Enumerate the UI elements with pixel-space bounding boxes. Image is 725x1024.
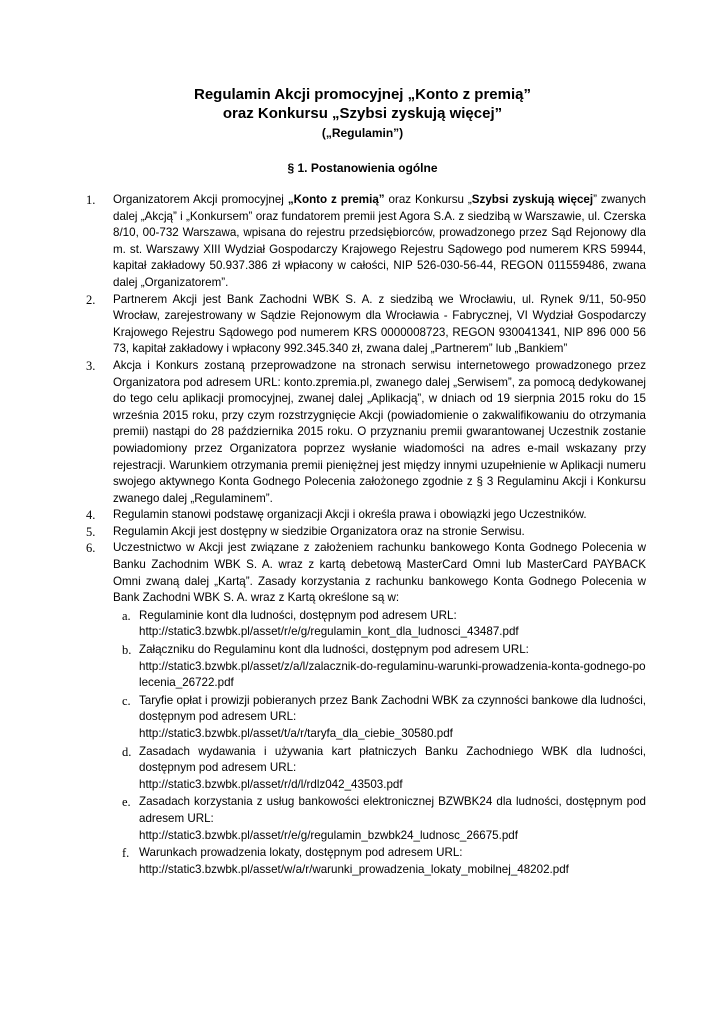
document-title	[0, 85, 725, 141]
item-text: Organizatorem Akcji promocyjnej	[113, 193, 288, 206]
document-url[interactable]: http://static3.bzwbk.pl/asset/w/a/r/warunki_prowadzenia_lokaty_mobilnej_48202.pdf	[139, 862, 569, 876]
document-url[interactable]: http://static3.bzwbk.pl/asset/r/d/l/rdlz042_43503.pdf	[139, 777, 403, 791]
subitem-letter: e.	[122, 795, 131, 810]
list-item	[86, 540, 646, 606]
item-text: Uczestnictwo w Akcji jest związane z założeniem rachunku bankowego Konta Godnego Polecenia w Banku Zachodnim WBK S. A. wraz z kartą debetową MasterCard Omni lub MasterCard PAYBACK Omni zwaną dalej „Kartą”. Zasady korzystania z rachunku bankowego Konta Godnego Polecenia w Bank Zachodni WBK S. A. wraz z Kartą określone są w:	[113, 541, 646, 605]
title-line-2: oraz Konkursu „Szybsi zyskują więcej”	[222, 105, 503, 122]
subitem-letter: c.	[122, 693, 131, 708]
list-item	[86, 192, 646, 292]
title-line-1: Regulamin Akcji promocyjnej „Konto z premią”	[193, 86, 531, 103]
list-item	[86, 358, 646, 507]
sub-list-item	[86, 744, 646, 794]
subitem-text: Regulaminie kont dla ludności, dostępnym pod adresem URL:	[139, 608, 457, 622]
item-text: Akcja i Konkurs zostaną przeprowadzone na stronach serwisu internetowego prowadzonego przez Organizatora pod adresem URL: konto.zpremia.pl, zwanego dalej „Serwisem”, za pomocą dedykowanej do tego celu aplikacji promocyjnej, zwanej dalej „Aplikacją”, w dniach od 19 sierpnia 2015 roku do 15 września 2015 roku, przy czym rozstrzygnięcie Akcji (powiadomienie o zakwalifikowaniu do otrzymania premii) nastąpi do 28 października 2015 roku. O przyznaniu premii gwarantowanej Uczestnik zostanie powiadomiony przez Organizatora poprzez wysłanie wiadomości na adres e-mail wskazany przy rejestracji. Warunkiem otrzymania premii pieniężnej jest między innymi uzupełnienie w Aplikacji numeru swojego aktywnego Konta Godnego Polecenia założonego zgodnie z § 3 Regulaminu Akcji i Konkursu zwanego dalej „Regulaminem”.	[113, 358, 646, 505]
subitem-letter: a.	[122, 608, 131, 623]
sub-list-item	[86, 608, 646, 641]
contest-name: Szybsi zyskują więcej	[471, 193, 594, 206]
list-item	[86, 524, 646, 541]
item-number: 2.	[86, 292, 96, 307]
document-url[interactable]: http://static3.bzwbk.pl/asset/z/a/l/zalacznik-do-regulaminu-warunki-prowadzenia-konta-godnego-polecenia_26722.pdf	[139, 659, 646, 690]
subitem-text: Zasadach wydawania i używania kart płatniczych Banku Zachodniego WBK dla ludności, dostępnym pod adresem URL:	[139, 744, 646, 775]
document-url[interactable]: http://static3.bzwbk.pl/asset/r/e/g/regulamin_kont_dla_ludnosci_43487.pdf	[139, 625, 519, 639]
title-subtitle: („Regulamin”)	[321, 126, 404, 140]
regulations-list	[86, 192, 646, 878]
item-number: 1.	[86, 193, 96, 207]
section-heading: § 1. Postanowienia ogólne	[287, 161, 438, 175]
list-item	[86, 507, 646, 524]
document-url[interactable]: http://static3.bzwbk.pl/asset/t/a/r/taryfa_dla_ciebie_30580.pdf	[139, 727, 453, 740]
subitem-text: Taryfie opłat i prowizji pobieranych przez Bank Zachodni WBK za czynności bankowe dla ludności, dostępnym pod adresem URL:	[139, 693, 646, 724]
item-number: 3.	[86, 358, 96, 373]
subitem-text: Warunkach prowadzenia lokaty, dostępnym pod adresem URL:	[139, 846, 463, 860]
item-number: 4.	[86, 508, 96, 523]
subitem-letter: b.	[122, 643, 132, 658]
sub-list-item	[86, 845, 646, 878]
subitem-text: Zasadach korzystania z usług bankowości elektronicznej BZWBK24 dla ludności, dostępnym pod adresem URL:	[139, 795, 646, 825]
item-number: 5.	[86, 524, 96, 539]
item-text: oraz Konkursu „	[384, 193, 472, 206]
subitem-text: Załączniku do Regulaminu kont dla ludności, dostępnym pod adresem URL:	[139, 643, 529, 657]
document-url[interactable]: http://static3.bzwbk.pl/asset/r/e/g/regulamin_bzwbk24_ludnosc_26675.pdf	[139, 828, 518, 842]
sub-list-item	[86, 693, 646, 743]
item-number: 6.	[86, 541, 96, 556]
item-text: Partnerem Akcji jest Bank Zachodni WBK S. A. z siedzibą we Wrocławiu, ul. Rynek 9/11, 50-950 Wrocław, zarejestrowany w Sądzie Rejonowym dla Wrocławia - Fabrycznej, VI Wydział Gospodarczy Krajowego Rejestru Sądowego pod numerem KRS 0000008723, REGON 930041341, NIP 896 000 56 73, kapitał zakładowy i wpłacony 992.345.340 zł, zwana dalej „Partnerem” lub „Bankiem”	[113, 292, 646, 356]
item-text: Regulamin stanowi podstawę organizacji Akcji i określa prawa i obowiązki jego Uczestników.	[113, 508, 587, 522]
item-text: ” zwanych dalej „Akcją” i „Konkursem” oraz fundatorem premii jest Agora S.A. z siedzibą w Warszawie, ul. Czerska 8/10, 00-732 Warszawa, wpisana do rejestru przedsiębiorców, prowadzonego przez Sąd Rejonowy dla m. st. Warszawy XIII Wydział Gospodarczy Krajowego Rejestru Sądowego pod numerem KRS 59944, kapitał zakładowy 50.937.386 zł wpłacony w całości, NIP 526-030-56-44, REGON 011559486, zwana dalej „Organizatorem”.	[113, 193, 646, 289]
subitem-letter: f.	[122, 846, 130, 861]
sub-list-item	[86, 642, 646, 692]
list-item	[86, 292, 646, 358]
sub-list-item	[86, 794, 646, 844]
item-text: Regulamin Akcji jest dostępny w siedzibie Organizatora oraz na stronie Serwisu.	[113, 524, 525, 538]
promo-name: „Konto z premią”	[287, 193, 385, 206]
subitem-letter: d.	[122, 744, 132, 759]
